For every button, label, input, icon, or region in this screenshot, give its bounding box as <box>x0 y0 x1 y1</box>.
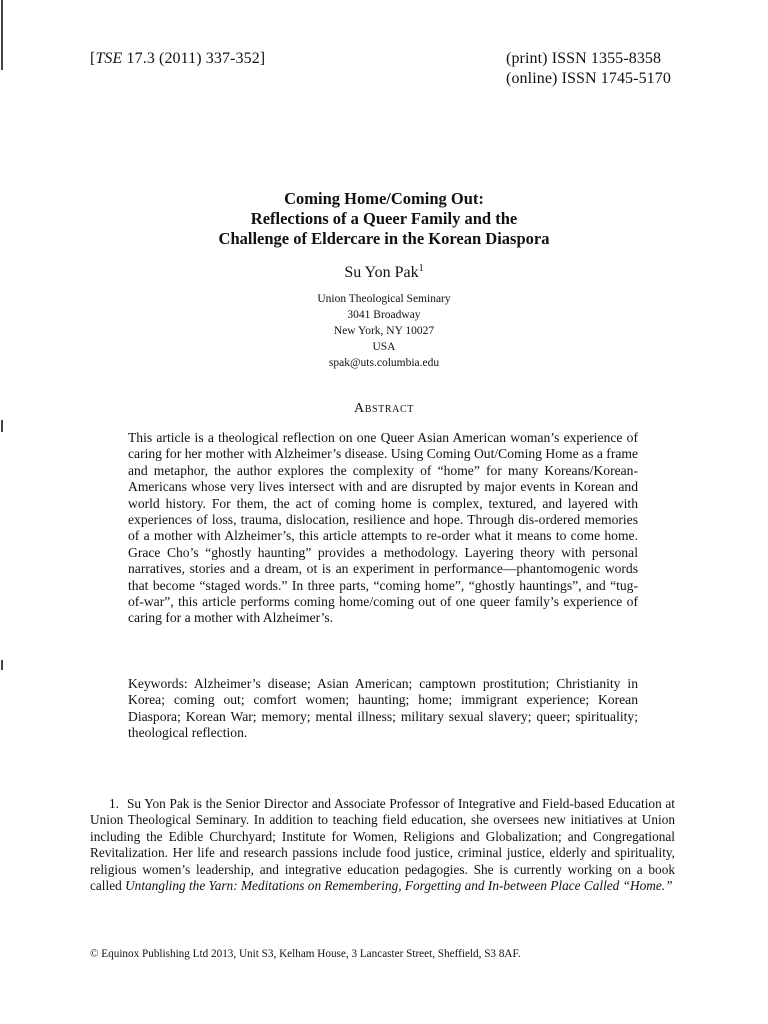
affiliation-institution: Union Theological Seminary <box>317 293 451 305</box>
author-name-text: Su Yon Pak <box>344 264 419 281</box>
affiliation-street: 3041 Broadway <box>347 309 421 321</box>
journal-abbreviation: TSE <box>95 50 123 67</box>
scan-margin-mark <box>1 660 3 670</box>
print-issn: (print) ISSN 1355-8358 <box>506 50 662 67</box>
author-email: spak@uts.columbia.edu <box>328 357 440 369</box>
footnote-book-title: Untangling the Yarn: Meditations on Remembering, Forgetting and In-between Place Called “Home.” <box>125 878 673 894</box>
copyright-notice: © Equinox Publishing Ltd 2013, Unit S3, Kelham House, 3 Lancaster Street, Sheffield, S3 8AF. <box>90 948 521 960</box>
scan-margin-mark <box>1 0 3 70</box>
footnote-number: 1. <box>109 796 119 811</box>
abstract-body <box>128 430 638 627</box>
affiliation-city: New York, NY 10027 <box>333 325 435 337</box>
footnote <box>90 796 675 894</box>
title-line: Challenge of Eldercare in the Korean Diaspora <box>218 229 550 248</box>
online-issn: (online) ISSN 1745-5170 <box>506 70 671 87</box>
abstract-paragraph: This article is a theological reflection on one Queer Asian American woman’s experience of caring for her mother with Alzheimer’s disease. Using Coming Out/Coming Home as a frame and metaphor, the author explores the complexity of “home” for many Koreans/Korean-Americans whose very lives intersect with and are disrupted by major events in Korean and world history. For them, the act of coming home is complex, textured, and layered with experiences of loss, trauma, dislocation, resilience and hope. Through dis-ordered memories of a mother with Alzheimer’s, this article attempts to re-order what it means to come home. Grace Cho’s “ghostly haunting” provides a methodology. Layering theory with personal narratives, stories and a dream, ot is an experiment in performance—phantomogenic words that become “staged words.” In three parts, “coming home”, “ghostly hauntings”, and “tug-of-war”, this article performs coming home/coming out of one queer family’s experience of caring for a mother with Alzheimer’s. <box>128 430 638 626</box>
issn-block <box>506 49 671 89</box>
abstract-heading: Abstract <box>354 401 414 416</box>
author-affiliation <box>0 291 768 371</box>
footnote-text: Su Yon Pak is the Senior Director and Associate Professor of Integrative and Field-based Education at Union Theological Seminary. In addition to teaching field education, she oversees new initiatives at Union including the Edible Churchyard; Institute for Women, Religions and Globalization; and Congregational Revitalization. Her life and research passions include food justice, criminal justice, elderly and spirituality, religious women’s leadership, and integrative education pedagogies. She is currently working on a book called <box>90 796 675 894</box>
footnote-marker: 1 <box>418 263 424 274</box>
journal-citation: [TSE 17.3 (2011) 337-352] <box>90 50 266 67</box>
citation-volume-pages: 17.3 (2011) 337-352] <box>122 50 266 67</box>
title-line: Reflections of a Queer Family and the <box>250 209 518 228</box>
affiliation-country: USA <box>372 341 396 353</box>
scan-margin-mark <box>1 420 3 432</box>
title-line: Coming Home/Coming Out: <box>284 189 484 208</box>
keywords: Keywords: Alzheimer’s disease; Asian American; camptown prostitution; Christianity in Korea; coming out; comfort women; haunting; home; immigrant experience; Korean Diaspora; Korean War; memory; mental illness; military sexual slavery; queer; spirituality; theological reflection. <box>128 676 638 741</box>
author-name <box>0 263 768 282</box>
article-title <box>0 189 768 249</box>
